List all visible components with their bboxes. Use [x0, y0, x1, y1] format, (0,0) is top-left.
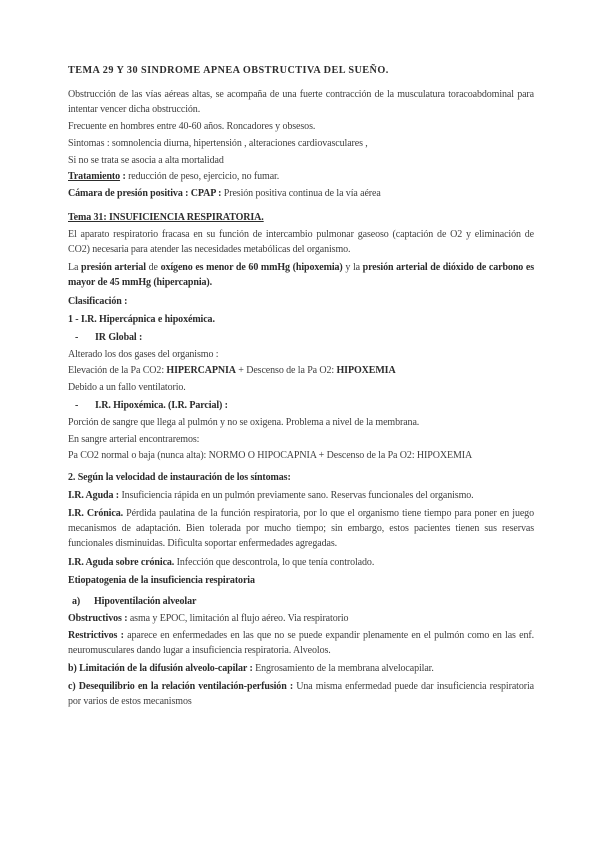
text-segment: presión arterial de dióxido de carbono es mayor de 45 mmHg (hipercapnia). — [68, 262, 535, 289]
text-segment: Una misma enfermedad puede dar insuficiencia respiratoria por varios de estos mecanismos — [68, 681, 534, 708]
text-segment: Insuficiencia rápida en un pulmón previamente sano. Reservas funcionales del organismo. — [121, 489, 474, 501]
line-cpap — [68, 186, 534, 201]
text-segment: 1 - I.R. Hipercápnica e hipoxémica. — [68, 313, 215, 325]
text-segment: Obstrucción de las vías aéreas altas, se acompaña de una fuerte contracción de la musculatura toracoabdominal para intentar vencer dicha obstrucción. — [68, 89, 534, 116]
doc-title — [68, 63, 534, 78]
line-sintomas — [68, 136, 534, 151]
text-segment: La — [68, 262, 82, 274]
para-ir-aguda-sobre-cronica — [68, 555, 534, 570]
text-segment: HIPOXEMIA — [336, 365, 396, 377]
text-segment: El aparato respiratorio fracasa en su función de intercambio pulmonar gaseoso (captación de O2 y eliminación de CO2) necesaria para atender las necesidades metabólicas del organismo. — [68, 228, 534, 256]
text-segment: Sintomas : somnolencia diurna, hipertensión , alteraciones cardiovasculares , — [68, 137, 368, 149]
line-elevacion-paco2 — [68, 363, 534, 378]
bullet-ir-global — [68, 330, 534, 345]
heading-clasificacion — [68, 294, 534, 309]
para-limitacion-difusion — [68, 661, 534, 676]
text-segment: de — [145, 262, 161, 274]
text-segment: I.R. Aguda : — [68, 489, 122, 501]
item-ir-hipercapnica — [68, 312, 534, 327]
text-segment: a) — [72, 596, 81, 608]
intro-paragraph — [68, 87, 534, 117]
text-segment: Hipoventilación alveolar — [94, 596, 197, 608]
text-segment: : — [120, 171, 129, 183]
heading-etiopatogenia — [68, 573, 534, 588]
text-segment: Elevación de la Pa CO2: — [68, 365, 167, 377]
text-segment: Debido a un fallo ventilatorio. — [68, 382, 186, 394]
text-segment: Alterado los dos gases del organismo : — [68, 348, 219, 360]
bullet-dash: - — [75, 400, 79, 412]
text-segment: 2. Según la velocidad de instauración de los síntomas: — [68, 471, 291, 483]
para-definicion — [68, 227, 534, 257]
text-segment: presión arterial — [81, 262, 146, 274]
text-segment: Obstructivos : — [68, 612, 130, 624]
line-alterado-gases — [68, 347, 534, 362]
text-segment: Cámara de presión positiva : CPAP : — [68, 187, 224, 199]
text-segment: reducción de peso, ejercicio, no fumar. — [128, 171, 280, 183]
para-obstructivos — [68, 611, 534, 626]
heading-tema-31 — [68, 210, 534, 225]
para-ir-aguda — [68, 488, 534, 503]
text-segment: Infección que descontrola, lo que tenía controlado. — [174, 556, 375, 568]
document-body — [68, 63, 534, 710]
text-segment: Clasificación : — [68, 295, 128, 307]
text-segment: y la — [342, 262, 363, 274]
line-mortalidad — [68, 153, 534, 168]
text-segment: Tratamiento — [68, 171, 121, 183]
text-segment: Pérdida paulatina de la función respiratoria, por lo que el organismo tiene tiempo para poner en juego mecanismos de adaptación. Bien tolerada por mucho tiempo; sin embargo, estos pacientes tienen sus reservas funcionales disminuidas. Dificulta soportar enfermedades agregadas. — [68, 508, 534, 550]
bullet-ir-hipoxemica — [68, 398, 534, 413]
text-segment: c) Desequilibrio en la relación ventilación-perfusión : — [68, 681, 297, 693]
text-segment: b) Limitación de la difusión alveolo-capilar : — [68, 662, 256, 674]
text-segment: Porción de sangre que llega al pulmón y no se oxigena. Problema a nivel de la membrana. — [68, 417, 420, 429]
text-segment: HIPERCAPNIA — [166, 365, 236, 377]
para-criterios-gasometricos — [68, 260, 534, 290]
para-ir-cronica — [68, 506, 534, 552]
para-desequilibrio-vp — [68, 679, 534, 709]
text-segment: IR Global : — [95, 332, 143, 344]
item-hipoventilacion-alveolar — [68, 594, 534, 609]
line-paco2-normal — [68, 448, 534, 463]
heading-velocidad-instauracion — [68, 470, 534, 485]
text-segment: I.R. Hipoxémica. (I.R. Parcial) : — [95, 400, 228, 412]
text-segment: En sangre arterial encontraremos: — [68, 433, 200, 445]
text-segment: Engrosamiento de la membrana alvelocapilar. — [255, 662, 434, 674]
text-segment: I.R. Crónica. — [68, 508, 123, 520]
text-segment: Restrictivos : — [68, 629, 128, 641]
text-segment: asma y EPOC, limitación al flujo aéreo. Via respiratorio — [129, 612, 349, 624]
text-segment: TEMA 29 Y 30 SINDROME APNEA OBSTRUCTIVA DEL SUEÑO. — [68, 65, 389, 76]
text-segment: Frecuente en hombres entre 40-60 años. Roncadores y obsesos. — [68, 121, 316, 133]
para-restrictivos — [68, 628, 534, 658]
text-segment: Presión positiva continua de la vía aérea — [223, 187, 381, 199]
bullet-dash: - — [75, 332, 79, 344]
text-segment: I.R. Aguda sobre crónica. — [68, 556, 175, 568]
line-sangre-arterial — [68, 432, 534, 447]
text-segment: aparece en enfermedades en las que no se puede expandir plenamente en el pulmón como en las enf. neuromusculares dando lugar a insuficiencia respiratoria. Alveolos. — [68, 629, 534, 656]
text-segment: oxígeno es menor de 60 mmHg (hipoxemia) — [160, 262, 343, 274]
text-segment: Pa CO2 normal o baja (nunca alta): NORMO O HIPOCAPNIA + Descenso de la Pa O2: HIPOXEMIA — [68, 450, 473, 462]
text-segment: Si no se trata se asocia a alta mortalidad — [68, 154, 224, 166]
text-segment: Etiopatogenia de la insuficiencia respiratoria — [68, 574, 255, 586]
line-fallo-ventilatorio — [68, 380, 534, 395]
text-segment: + Descenso de la Pa O2: — [235, 365, 337, 377]
line-porcion-sangre — [68, 415, 534, 430]
line-tratamiento — [68, 169, 534, 184]
text-segment: Tema 31: INSUFICIENCIA RESPIRATORIA. — [68, 212, 264, 224]
line-frecuente — [68, 119, 534, 134]
